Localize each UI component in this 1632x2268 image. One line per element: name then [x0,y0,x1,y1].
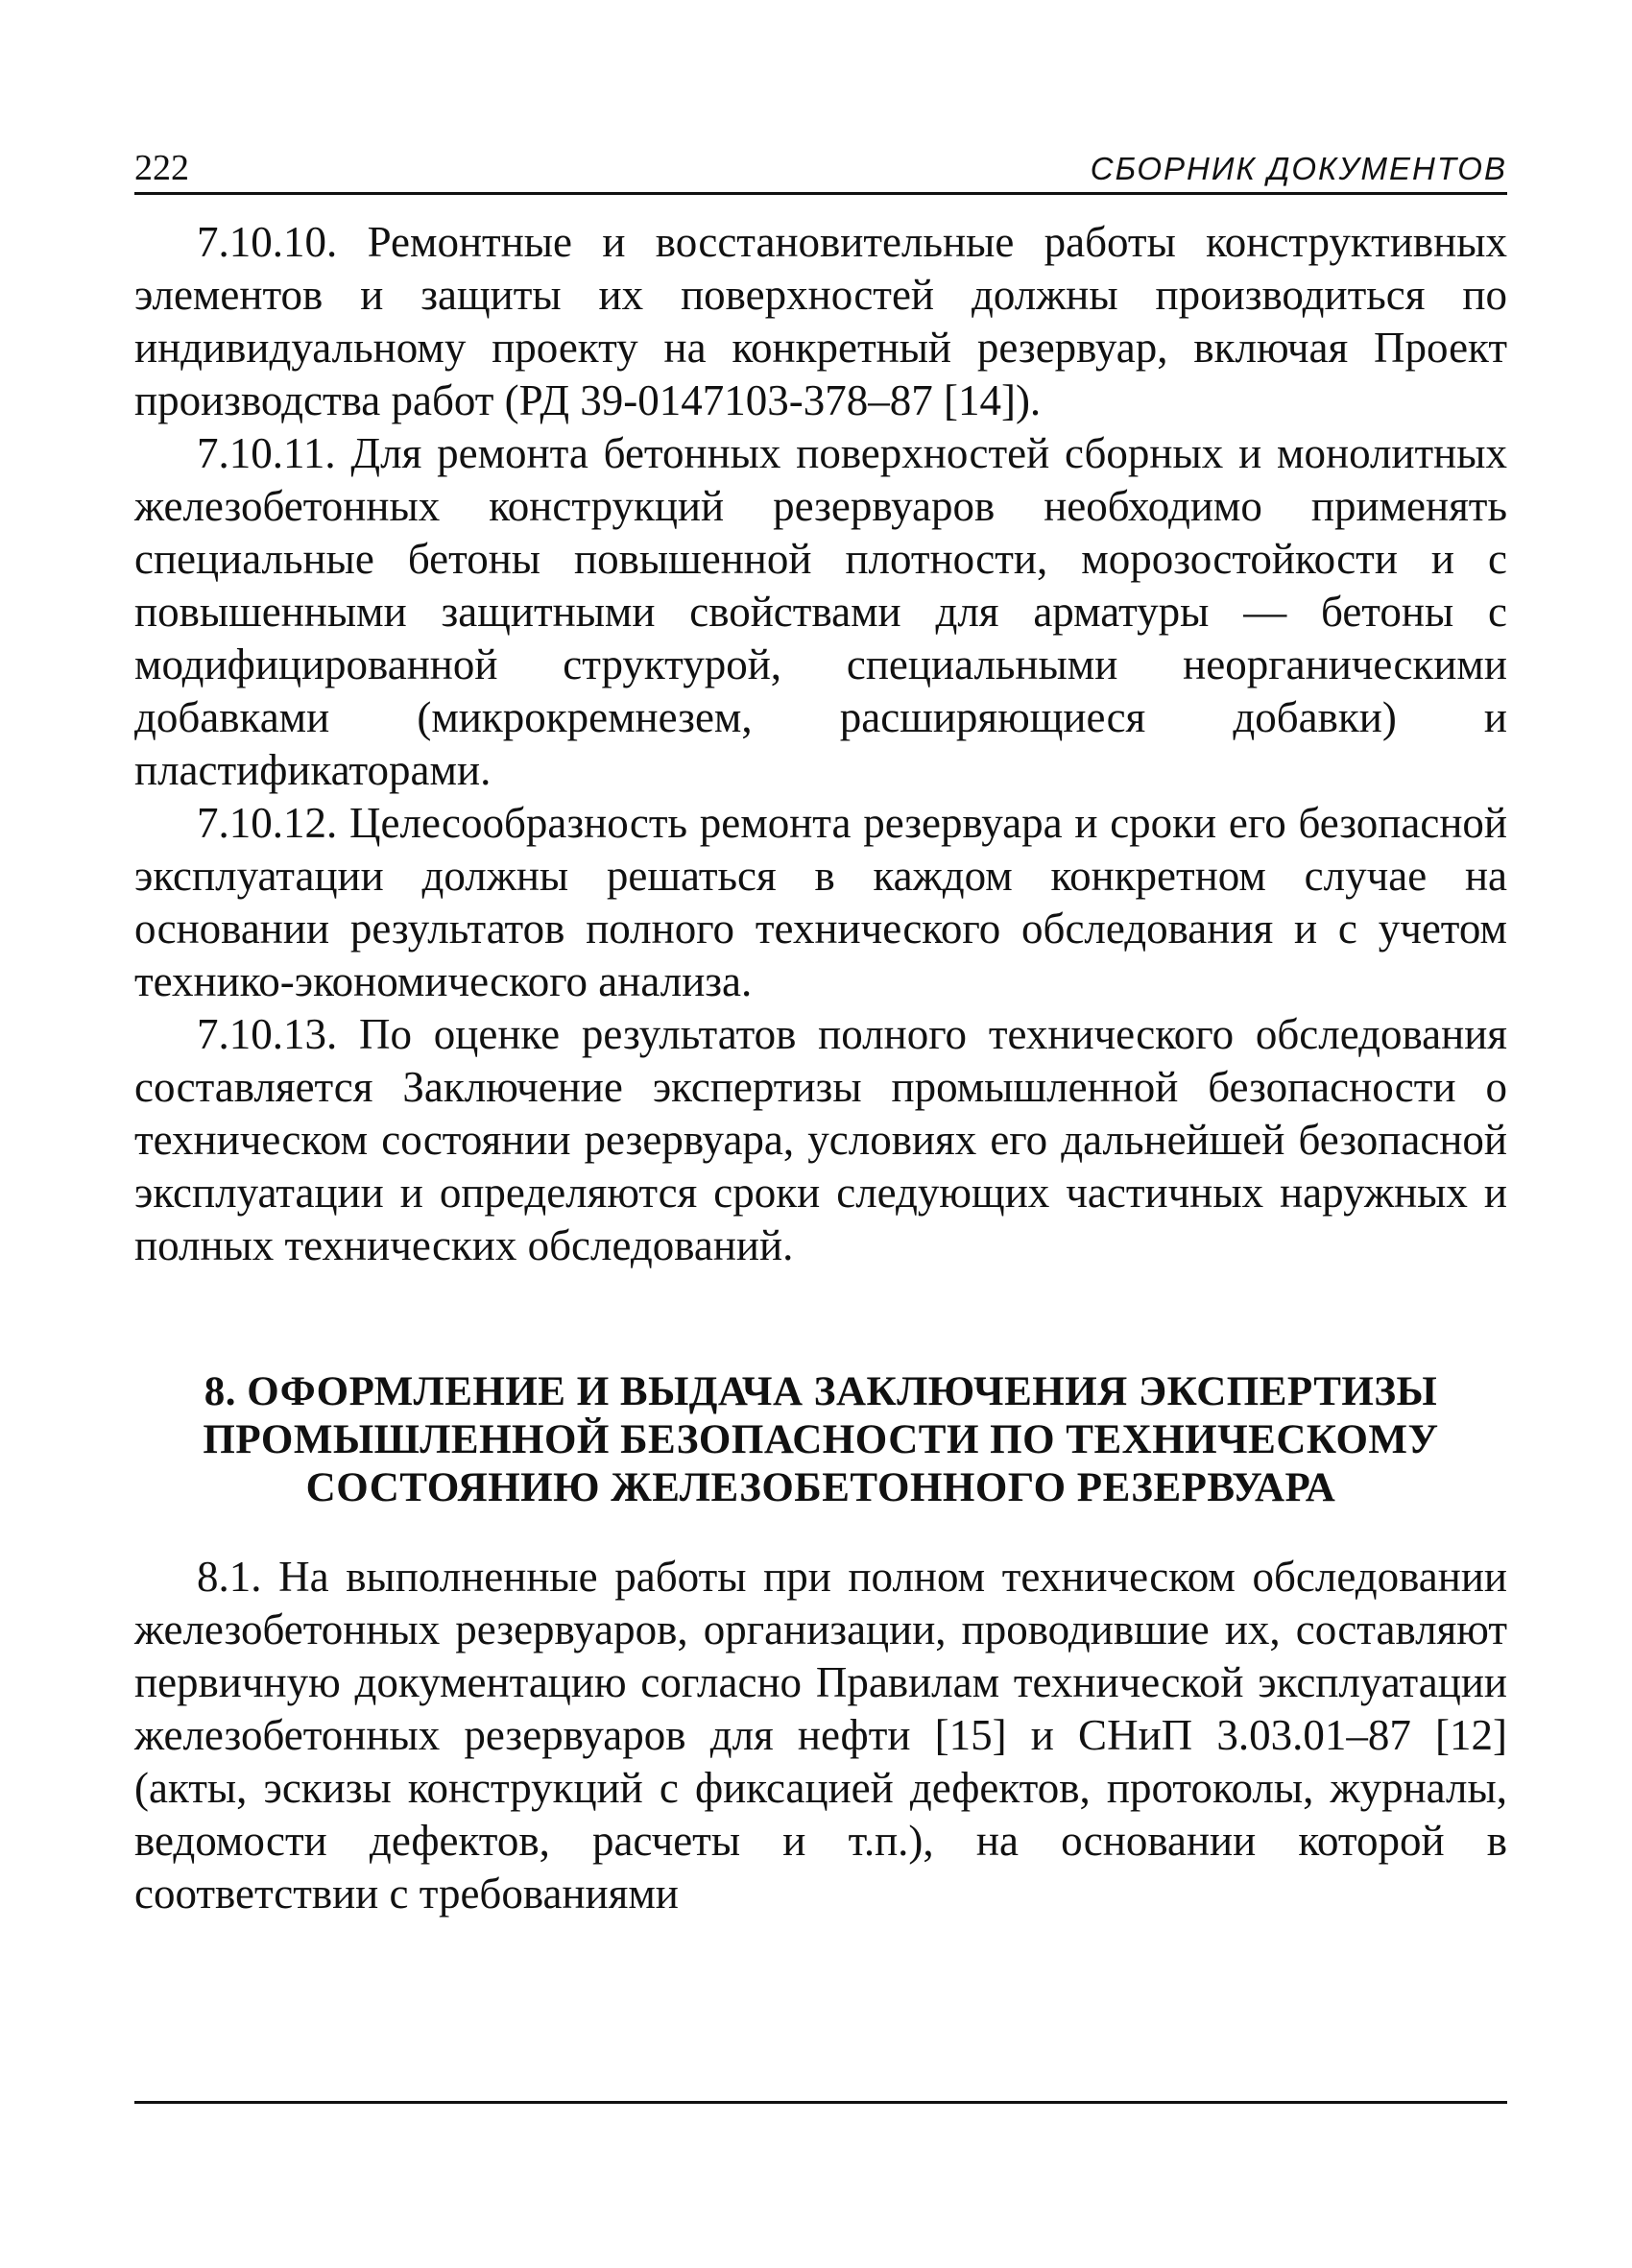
page-number: 222 [134,148,189,188]
paragraph-7-10-10: 7.10.10. Ремонтные и восстановительные работы конструктивных элементов и защиты их поверхностей должны производиться по индивидуальному проекту на конкретный резервуар, включая Проект производства работ (РД 39-0147103-378–87 [14]). [134,218,1507,424]
footer-rule [134,2101,1507,2104]
collection-title: СБОРНИК ДОКУМЕНТОВ [1090,151,1507,186]
paragraph-7-10-11: 7.10.11. Для ремонта бетонных поверхностей сборных и монолитных железобетонных конструкций резервуаров необходимо применять специальные бетоны повышенной плотности, морозостойкости и с повышенными защитными свойствами для арматуры — бетоны с модифицированной структурой, специальными неорганическими добавками (микрокремнезем, расширяющиеся добавки) и пластификаторами. [134,429,1507,794]
running-header [134,134,1507,195]
paragraph-7-10-13: 7.10.13. По оценке результатов полного технического обследования составляется Заключение экспертизы промышленной безопасности о техническом состоянии резервуара, условиях его дальнейшей безопасной эксплуатации и определяются сроки следующих частичных наружных и полных технических обследований. [134,1010,1507,1269]
section-heading: 8. ОФОРМЛЕНИЕ И ВЫДАЧА ЗАКЛЮЧЕНИЯ ЭКСПЕРТИЗЫ ПРОМЫШЛЕННОЙ БЕЗОПАСНОСТИ ПО ТЕХНИЧЕСКОМУ СОСТОЯНИЮ ЖЕЛЕЗОБЕТОННОГО РЕЗЕРВУАРА [203,1369,1439,1510]
body-text [134,216,1507,1920]
paragraph-7-10-12: 7.10.12. Целесообразность ремонта резервуара и сроки его безопасной эксплуатации должны решаться в каждом конкретном случае на основании результатов полного технического обследования и с учетом технико-экономического анализа. [134,799,1507,1005]
paragraph-8-1: 8.1. На выполненные работы при полном техническом обследовании железобетонных резервуаров, организации, проводившие их, составляют первичную документацию согласно Правилам технической эксплуатации железобетонных резервуаров для нефти [15] и СНиП 3.03.01–87 [12] (акты, эскизы конструкций с фиксацией дефектов, протоколы, журналы, ведомости дефектов, расчеты и т.п.), на основании которой в соответствии с требованиями [134,1553,1507,1918]
